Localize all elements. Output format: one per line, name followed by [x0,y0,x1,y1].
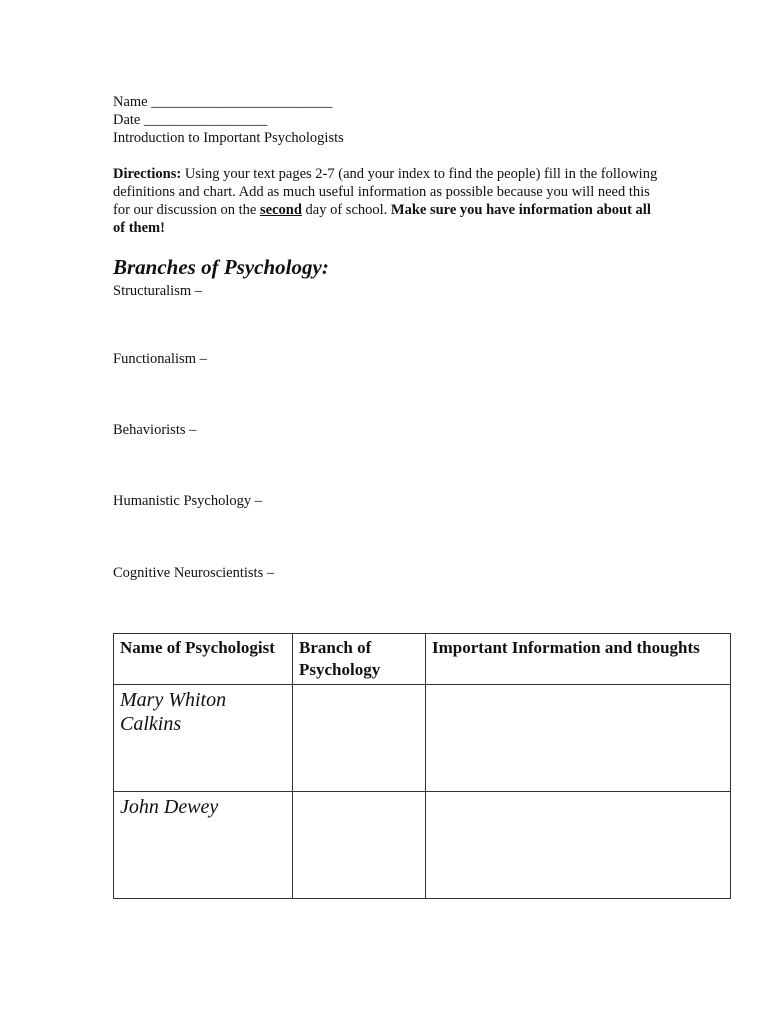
directions-emphasis: second [260,202,302,218]
psychologist-name-cell: Mary Whiton Calkins [114,685,293,792]
psychologist-chart [113,633,731,899]
table-row [114,685,731,792]
directions-paragraph [113,165,658,237]
date-line[interactable]: Date _________________ [113,112,268,128]
directions-text-1: Using your text pages 2-7 (and your index to find the people) fill in the following definitions and chart. Add as much useful information as possible because you will need this for our discussion on the [113,166,658,218]
directions-label: Directions: [113,166,182,182]
header-important-information: Important Information and thoughts [426,634,731,685]
info-cell[interactable] [426,792,731,899]
info-cell[interactable] [426,685,731,792]
header-block [113,93,344,147]
branch-functionalism: Functionalism – [113,351,207,367]
chart-header-row [114,634,731,685]
psychologist-name-cell: John Dewey [114,792,293,899]
branches-title: Branches of Psychology: [113,255,329,279]
branch-humanistic: Humanistic Psychology – [113,493,263,509]
header-name-of-psychologist: Name of Psychologist [114,634,293,685]
header-branch-of-psychology: Branch of Psychology [293,634,426,685]
branch-cell[interactable] [293,792,426,899]
directions-closing: Make sure you have information about all of them! [113,202,651,236]
worksheet-title: Introduction to Important Psychologists [113,130,344,146]
name-line[interactable]: Name _________________________ [113,94,333,110]
branch-structuralism: Structuralism – [113,283,203,299]
branch-cognitive: Cognitive Neuroscientists – [113,565,275,581]
directions-text-2: day of school. [301,202,391,218]
branch-cell[interactable] [293,685,426,792]
table-row [114,792,731,899]
branch-behaviorists: Behaviorists – [113,422,197,438]
